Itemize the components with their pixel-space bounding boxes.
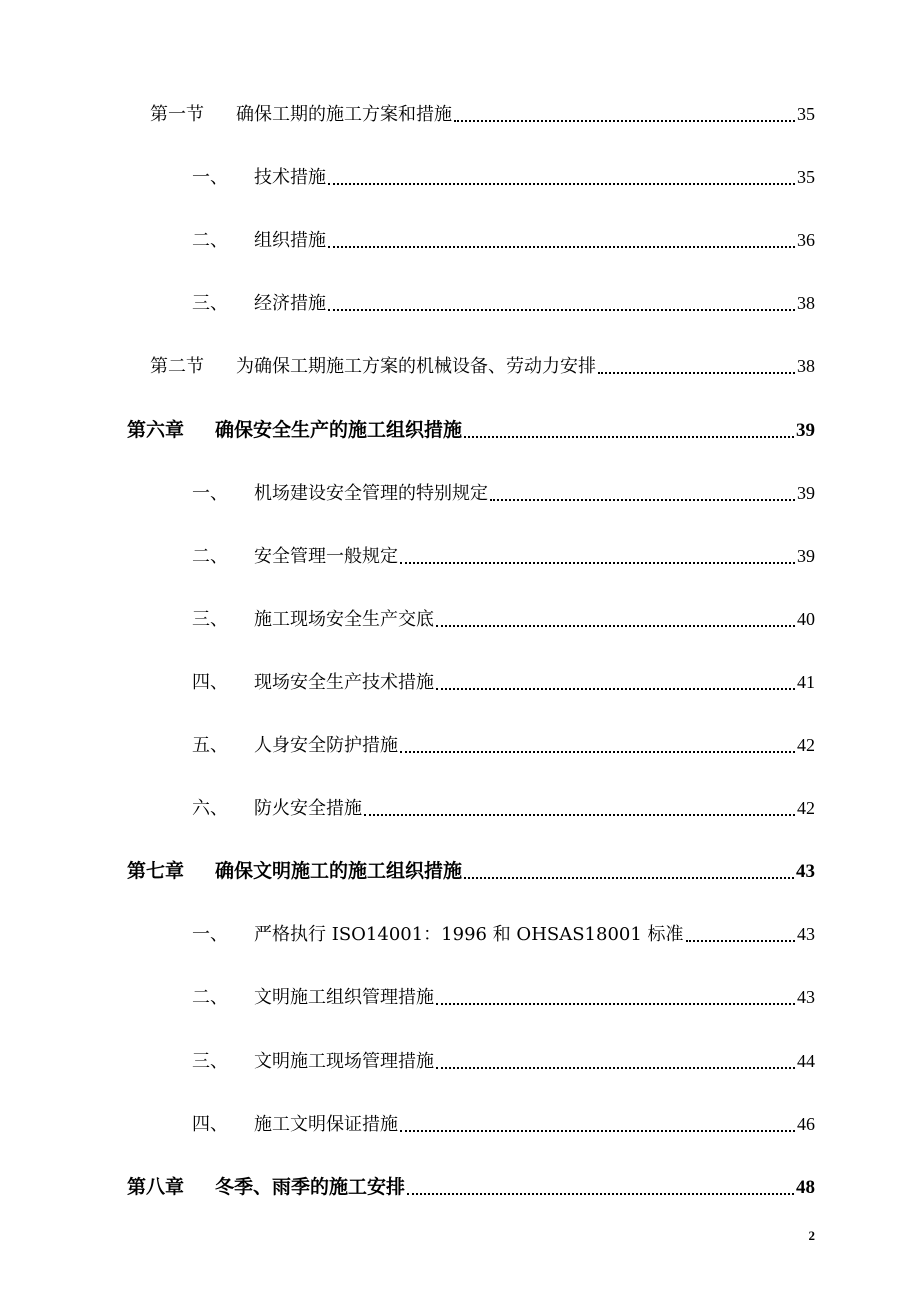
- dot-leader: [400, 751, 795, 753]
- toc-entry-number: 二、: [192, 987, 228, 1009]
- toc-entry-title: 冬季、雨季的施工安排: [215, 1175, 406, 1198]
- toc-entry-chapter[interactable]: [127, 1173, 815, 1201]
- toc-entry-item[interactable]: [192, 1110, 815, 1138]
- dot-leader: [464, 436, 794, 438]
- toc-entry-page: 36: [797, 230, 815, 251]
- toc-entry-number: 五、: [192, 735, 228, 756]
- dot-leader: [598, 372, 795, 374]
- toc-entry-item[interactable]: [192, 605, 815, 633]
- dot-leader: [328, 183, 795, 185]
- toc-entry-section[interactable]: [150, 100, 815, 128]
- toc-entry-chapter[interactable]: [127, 416, 815, 444]
- toc-entry-title: 施工文明保证措施: [254, 1113, 398, 1135]
- toc-entry-number: 第六章: [127, 418, 185, 441]
- toc-entry-item[interactable]: [192, 542, 815, 570]
- toc-entry-number: 二、: [192, 545, 228, 567]
- toc-entry-page: 41: [797, 671, 815, 692]
- toc-entry-number: 第八章: [127, 1175, 185, 1198]
- toc-entry-title: 文明施工组织管理措施: [254, 987, 434, 1009]
- toc-entry-page: 38: [797, 356, 815, 377]
- toc-entry-page: 43: [797, 987, 815, 1008]
- toc-entry-title: 文明施工现场管理措施: [254, 1050, 434, 1072]
- dot-leader: [490, 499, 795, 501]
- toc-entry-page: 39: [797, 545, 815, 566]
- toc-entry-number: 第二节: [150, 356, 204, 378]
- toc-entry-title: 组织措施: [254, 230, 326, 252]
- toc-entry-page: 44: [797, 1050, 815, 1071]
- toc-entry-item[interactable]: [192, 668, 815, 696]
- toc-entry-page: 43: [796, 861, 815, 883]
- toc-entry-number: 第一节: [150, 104, 204, 125]
- dot-leader: [464, 877, 794, 879]
- toc-entry-number: 一、: [192, 482, 228, 504]
- toc-entry-item[interactable]: [192, 794, 815, 822]
- toc-entry-item[interactable]: [192, 163, 815, 191]
- toc-entry-title: 技术措施: [254, 167, 326, 189]
- toc-entry-item[interactable]: [192, 983, 815, 1011]
- toc-entry-page: 43: [797, 924, 815, 945]
- toc-entry-number: 三、: [192, 608, 228, 630]
- toc-entry-title: 安全管理一般规定: [254, 545, 398, 567]
- toc-entry-page: 42: [797, 735, 815, 755]
- toc-entry-title: 机场建设安全管理的特别规定: [254, 482, 488, 504]
- toc-entry-item[interactable]: [192, 289, 815, 317]
- toc-entry-number: 四、: [192, 1113, 228, 1135]
- toc-entry-number: 六、: [192, 798, 228, 820]
- toc-entry-chapter[interactable]: [127, 857, 815, 885]
- toc-entry-title: 确保安全生产的施工组织措施: [215, 418, 463, 441]
- dot-leader: [436, 1067, 795, 1069]
- toc-entry-page: 39: [796, 419, 815, 441]
- toc-entry-number: 三、: [192, 293, 228, 315]
- toc-entry-page: 40: [797, 608, 815, 629]
- toc-entry-page: 48: [796, 1176, 815, 1198]
- toc-entry-item[interactable]: [192, 226, 815, 254]
- dot-leader: [400, 1130, 795, 1132]
- toc-entry-title: 确保文明施工的施工组织措施: [215, 860, 463, 883]
- toc-entry-page: 35: [797, 104, 815, 124]
- page-number: 2: [808, 1228, 815, 1243]
- dot-leader: [436, 1003, 795, 1005]
- dot-leader: [328, 309, 795, 311]
- toc-entry-number: 一、: [192, 167, 228, 189]
- toc-entry-number: 二、: [192, 230, 228, 252]
- toc-entry-number: 一、: [192, 924, 228, 946]
- toc-entry-number: 四、: [192, 671, 228, 693]
- toc-entry-title: 严格执行 ISO14001：1996 和 OHSAS18001 标准: [254, 924, 684, 946]
- toc-entry-item[interactable]: [192, 479, 815, 507]
- toc-entry-title: 现场安全生产技术措施: [254, 671, 434, 693]
- toc-entry-title: 为确保工期施工方案的机械设备、劳动力安排: [236, 356, 596, 378]
- dot-leader: [686, 940, 795, 942]
- toc-entry-title: 经济措施: [254, 293, 326, 315]
- dot-leader: [436, 688, 795, 690]
- dot-leader: [400, 562, 795, 564]
- dot-leader: [364, 814, 795, 816]
- toc-entry-page: 46: [797, 1113, 815, 1134]
- toc-entry-section[interactable]: [150, 352, 815, 380]
- toc-entry-page: 38: [797, 293, 815, 314]
- toc-entry-page: 35: [797, 167, 815, 188]
- dot-leader: [328, 246, 795, 248]
- toc-entry-item[interactable]: [192, 920, 815, 948]
- toc-entry-title: 防火安全措施: [254, 798, 362, 820]
- toc-entry-item[interactable]: [192, 731, 815, 759]
- toc-entry-item[interactable]: [192, 1047, 815, 1075]
- toc-entry-title: 确保工期的施工方案和措施: [236, 104, 452, 125]
- toc-entry-number: 第七章: [127, 860, 185, 883]
- dot-leader: [436, 625, 795, 627]
- toc-entry-page: 39: [797, 482, 815, 503]
- toc-entry-number: 三、: [192, 1050, 228, 1072]
- toc-entry-title: 施工现场安全生产交底: [254, 608, 434, 630]
- dot-leader: [454, 120, 795, 122]
- dot-leader: [407, 1193, 794, 1195]
- toc-entry-page: 42: [797, 798, 815, 819]
- toc-entry-title: 人身安全防护措施: [254, 735, 398, 756]
